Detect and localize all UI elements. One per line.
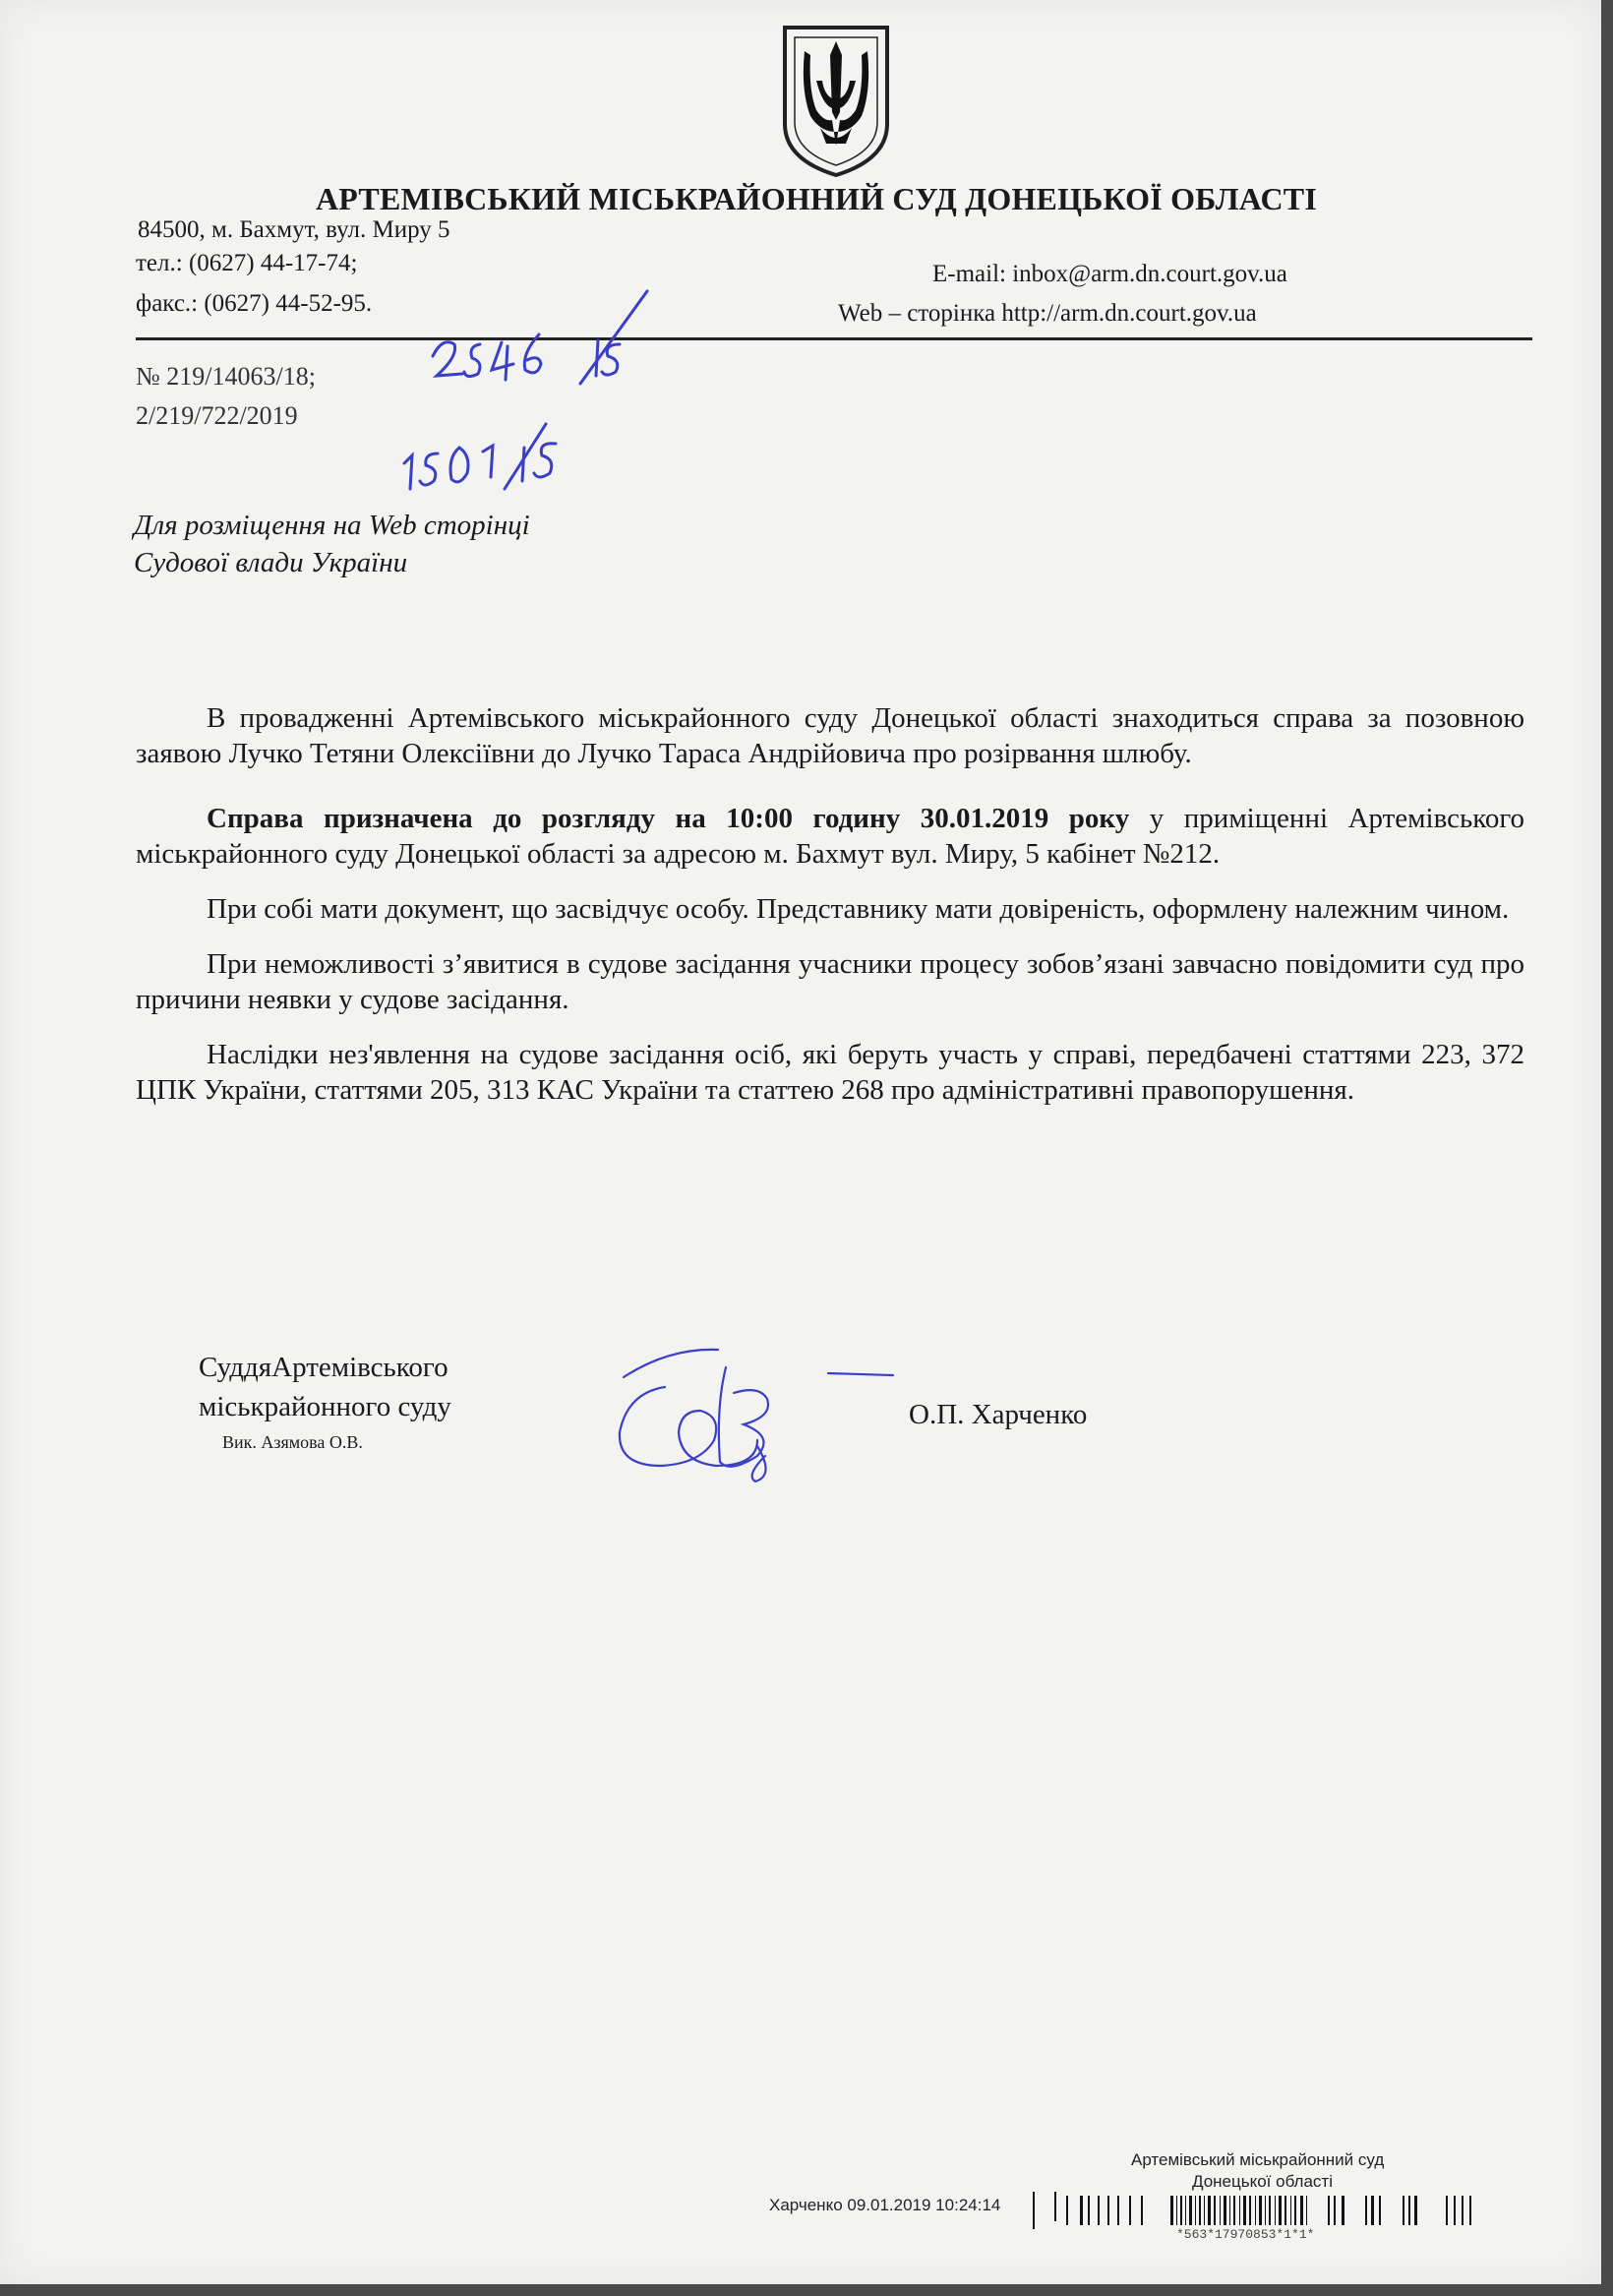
hearing-date-bold: Справа призначена до розгляду на 10:00 годину 30.01.2019 року — [207, 803, 1130, 834]
judge-title-line-2: міськрайонного суду — [199, 1391, 451, 1422]
judge-signature — [610, 1338, 905, 1485]
court-phone: тел.: (0627) 44-17-74; — [136, 250, 358, 276]
paragraph-documents: При собі мати документ, що засвідчує особу. Представнику мати довіреність, оформлену належним чином. — [207, 893, 1510, 925]
notice-body — [136, 700, 1524, 1108]
paragraph-case-description: В провадженні Артемівського міськрайонного суду Донецької області знаходиться справа за позовною заявою Лучко Тетяни Олексіївни до Лучко Тараса Андрійовича про розірвання шлюбу. — [136, 702, 1524, 769]
publication-note-line-1: Для розміщення на Web сторінці — [134, 510, 530, 541]
footer-registration-stamp: Харченко 09.01.2019 10:24:14 — [769, 2196, 1001, 2214]
barcode-number: *563*17970853*1*1* — [1176, 2227, 1315, 2242]
paragraph-hearing-schedule — [136, 801, 1524, 872]
header-divider — [136, 337, 1532, 340]
publication-note-line-2: Судової влади України — [134, 547, 408, 578]
handwritten-date-mark — [398, 418, 585, 497]
paragraph-absence: При неможливості з’явитися в судове засідання учасники процесу зобов’язані завчасно повідомити суд про причини неявки у судове засідання. — [136, 948, 1524, 1015]
court-fax: факс.: (0627) 44-52-95. — [136, 290, 373, 317]
document-barcode — [1033, 2192, 1495, 2229]
proceeding-number: 2/219/722/2019 — [136, 401, 298, 430]
hearing-location: у приміщенні Артемівського міськрайонного суду Донецької області за адресою м. Бахмут вул. Миру, 5 кабінет №212. — [136, 803, 1524, 870]
court-address: 84500, м. Бахмут, вул. Миру 5 — [138, 216, 450, 243]
court-email: E-mail: inbox@arm.dn.court.gov.ua — [932, 261, 1287, 287]
footer-court-line-1: Артемівський міськрайонний суд — [1131, 2150, 1385, 2169]
executor-name: Вик. Азямова О.В. — [222, 1432, 363, 1452]
judge-name: О.П. Харченко — [909, 1399, 1088, 1430]
court-title: АРТЕМІВСЬКИЙ МІСЬКРАЙОННИЙ СУД ДОНЕЦЬКОЇ ОБЛАСТІ — [315, 181, 1318, 216]
court-website: Web – сторінка http://arm.dn.court.gov.ua — [838, 300, 1257, 327]
case-number: № 219/14063/18; — [136, 362, 316, 391]
handwritten-registration-mark — [423, 285, 659, 393]
trident-emblem-icon — [777, 22, 895, 179]
paragraph-consequences: Наслідки нез'явлення на судове засідання осіб, які беруть участь у справі, передбачені статтями 223, 372 ЦПК України, статтями 205, 313 КАС України та статтею 268 про адміністративні правопорушення. — [136, 1039, 1524, 1106]
judge-title-line-1: СуддяАртемівського — [199, 1352, 448, 1383]
footer-court-line-2: Донецької області — [1192, 2172, 1333, 2191]
